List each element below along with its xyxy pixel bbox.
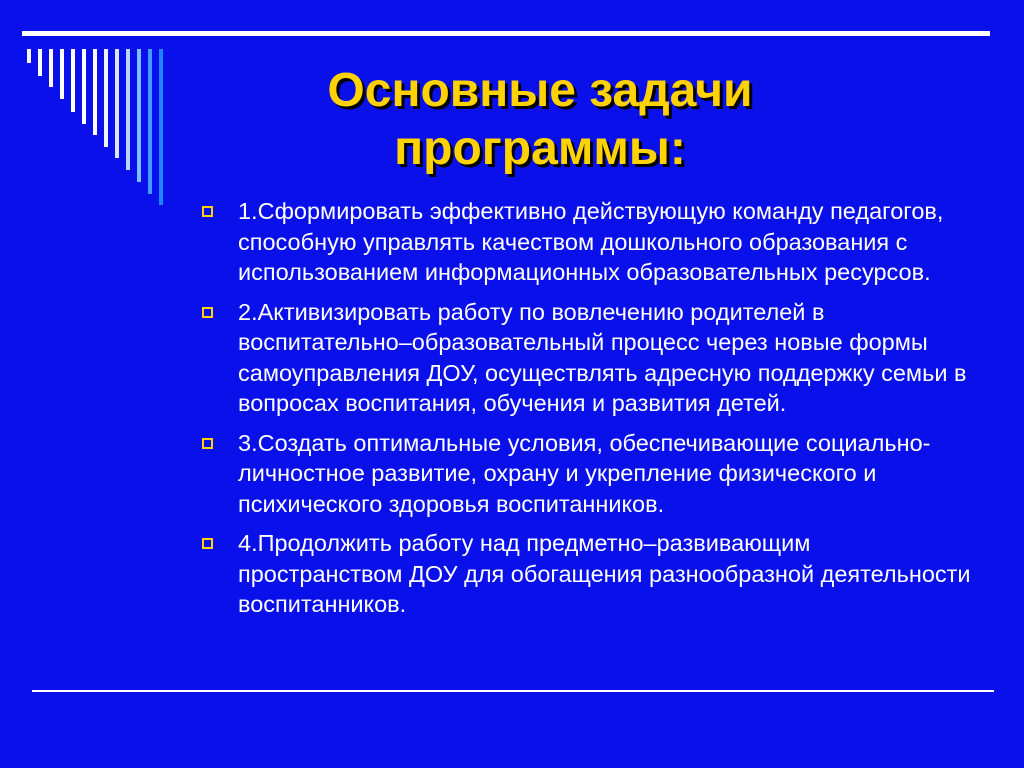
stripe-10 [126, 49, 130, 170]
item-text: 4.Продолжить работу над предметно–развивающим пространством ДОУ для обогащения разнообразной деятельности воспитанников. [238, 530, 971, 617]
item-text: 3.Создать оптимальные условия, обеспечивающие социально-личностное развитие, охрану и укрепление физического и психического здоровья воспитанников. [238, 429, 931, 517]
stripe-9 [115, 49, 119, 158]
square-bullet-icon [202, 538, 213, 549]
stripe-2 [38, 49, 42, 76]
item-text: 2.Активизировать работу по вовлечению родителей в воспитательно–образовательный процесс через новые формы самоуправления ДОУ, осуществлять адресную поддержку семьи в вопросах воспитания, обучения и развития детей. [238, 298, 967, 416]
stripe-1 [27, 49, 31, 63]
list-item [200, 428, 980, 520]
stripe-5 [71, 49, 75, 112]
list-item [200, 297, 980, 419]
square-bullet-icon [202, 438, 213, 449]
square-bullet-icon [202, 206, 213, 217]
title-line-2: программы: [394, 122, 686, 175]
stripe-13 [159, 49, 163, 205]
bottom-divider [32, 690, 994, 692]
stripe-4 [60, 49, 64, 99]
stripe-6 [82, 49, 86, 124]
square-bullet-icon [202, 307, 213, 318]
list-item [200, 528, 980, 620]
item-text: 1.Сформировать эффективно действующую команду педагогов, способную управлять качеством дошкольного образования с использованием информационных образовательных ресурсов. [238, 198, 944, 285]
task-list [200, 196, 980, 629]
slide-title [230, 62, 850, 178]
stripe-12 [148, 49, 152, 194]
stripe-11 [137, 49, 141, 182]
title-line-1: Основные задачи [327, 64, 753, 117]
list-item [200, 196, 980, 288]
stripe-7 [93, 49, 97, 135]
stripe-8 [104, 49, 108, 147]
top-divider [22, 31, 990, 36]
stripe-3 [49, 49, 53, 87]
